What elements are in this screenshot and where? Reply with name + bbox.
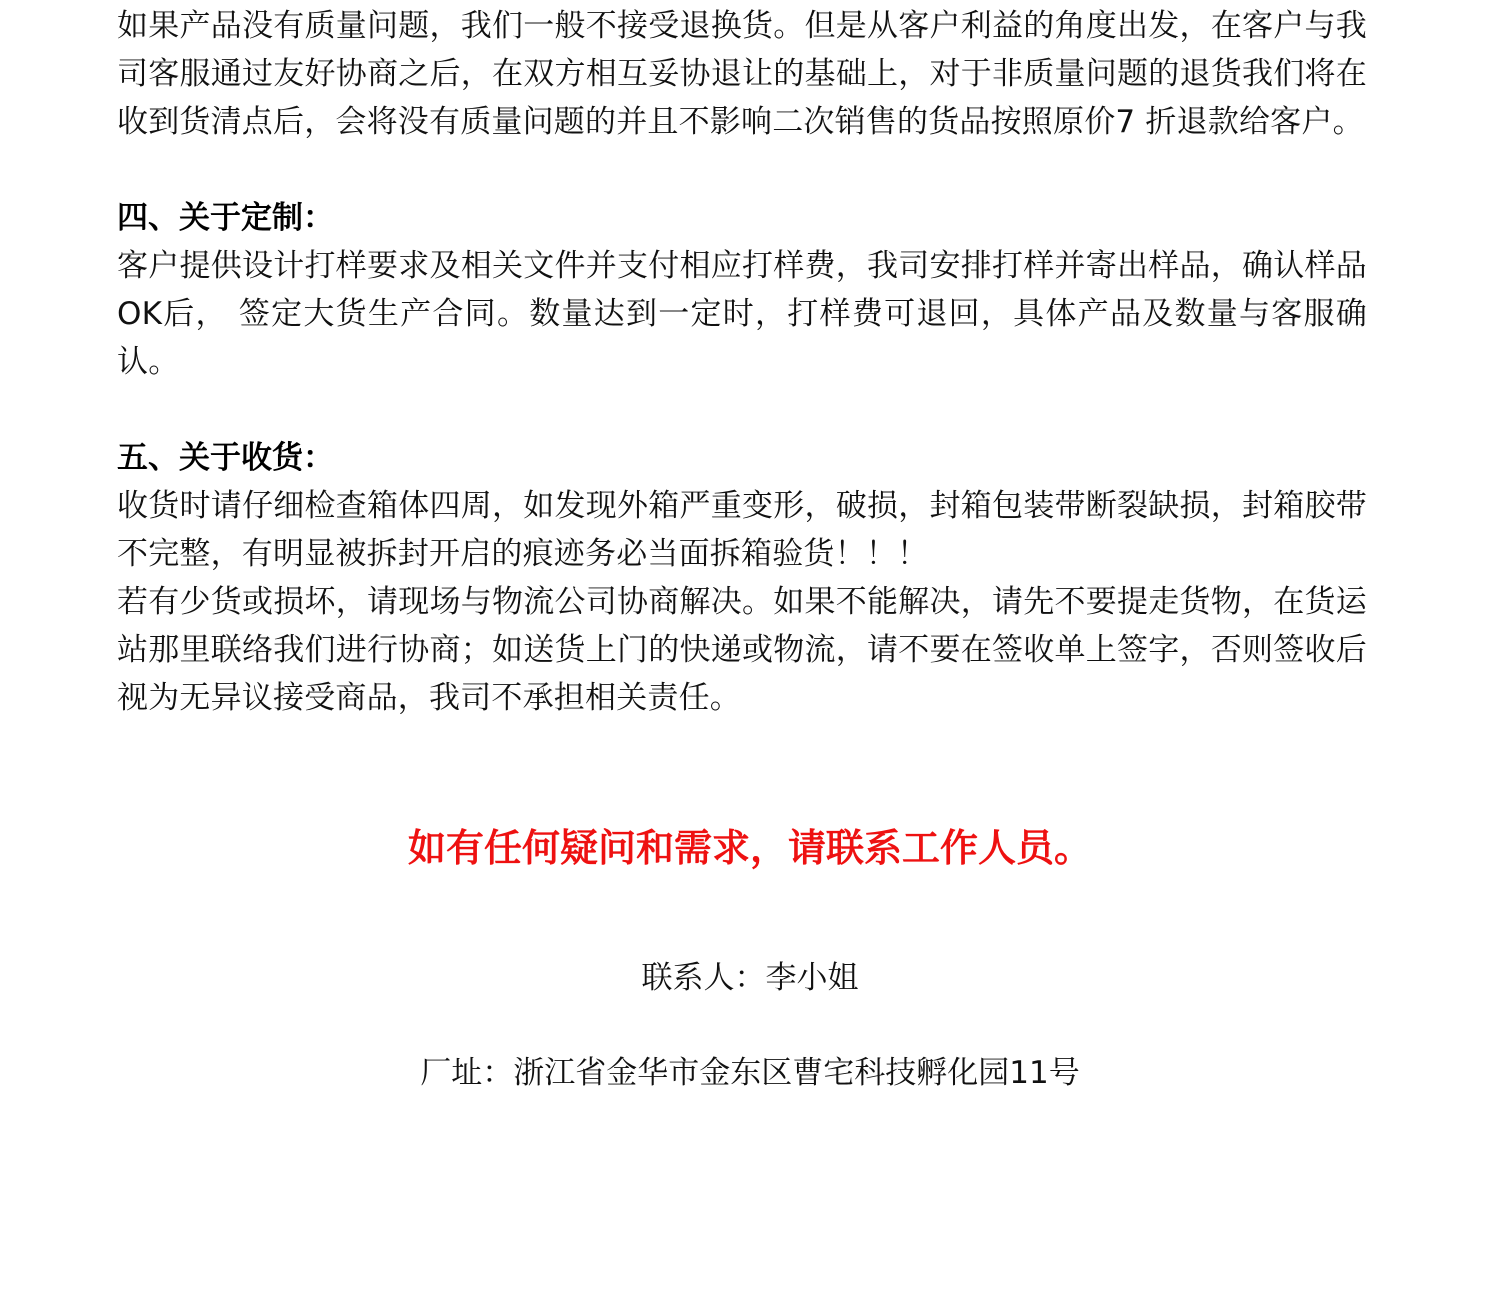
spacer — [117, 146, 1367, 194]
customization-paragraph: 客户提供设计打样要求及相关文件并支付相应打样费，我司安排打样并寄出样品，确认样品OK后， 签定大货生产合同。数量达到一定时，打样费可退回，具体产品及数量与客服确认。 — [117, 248, 1367, 380]
section-heading-receiving: 五、关于收货： — [117, 440, 334, 476]
contact-notice: 如有任何疑问和需求，请联系工作人员。 — [407, 826, 1092, 870]
section-heading-customization: 四、关于定制： — [117, 200, 334, 236]
contact-person: 联系人：李小姐 — [641, 960, 859, 996]
receiving-paragraph-damage: 若有少货或损坏，请现场与物流公司协商解决。如果不能解决，请先不要提走货物，在货运站那里联络我们进行协商；如送货上门的快递或物流，请不要在签收单上签字，否则签收后视为无异议接受商品，我司不承担相关责任。 — [117, 584, 1367, 716]
spacer — [117, 386, 1367, 434]
policy-document — [117, 2, 1367, 722]
return-policy-paragraph: 如果产品没有质量问题，我们一般不接受退换货。但是从客户利益的角度出发，在客户与我司客服通过友好协商之后，在双方相互妥协退让的基础上，对于非质量问题的退货我们将在收到货清点后，会将没有质量问题的并且不影响二次销售的货品按照原价7 折退款给客户。 — [117, 8, 1367, 140]
factory-address: 厂址：浙江省金华市金东区曹宅科技孵化园11号 — [420, 1055, 1080, 1091]
receiving-paragraph-inspection: 收货时请仔细检查箱体四周，如发现外箱严重变形，破损，封箱包装带断裂缺损，封箱胶带不完整，有明显被拆封开启的痕迹务必当面拆箱验货！！！ — [117, 488, 1367, 572]
